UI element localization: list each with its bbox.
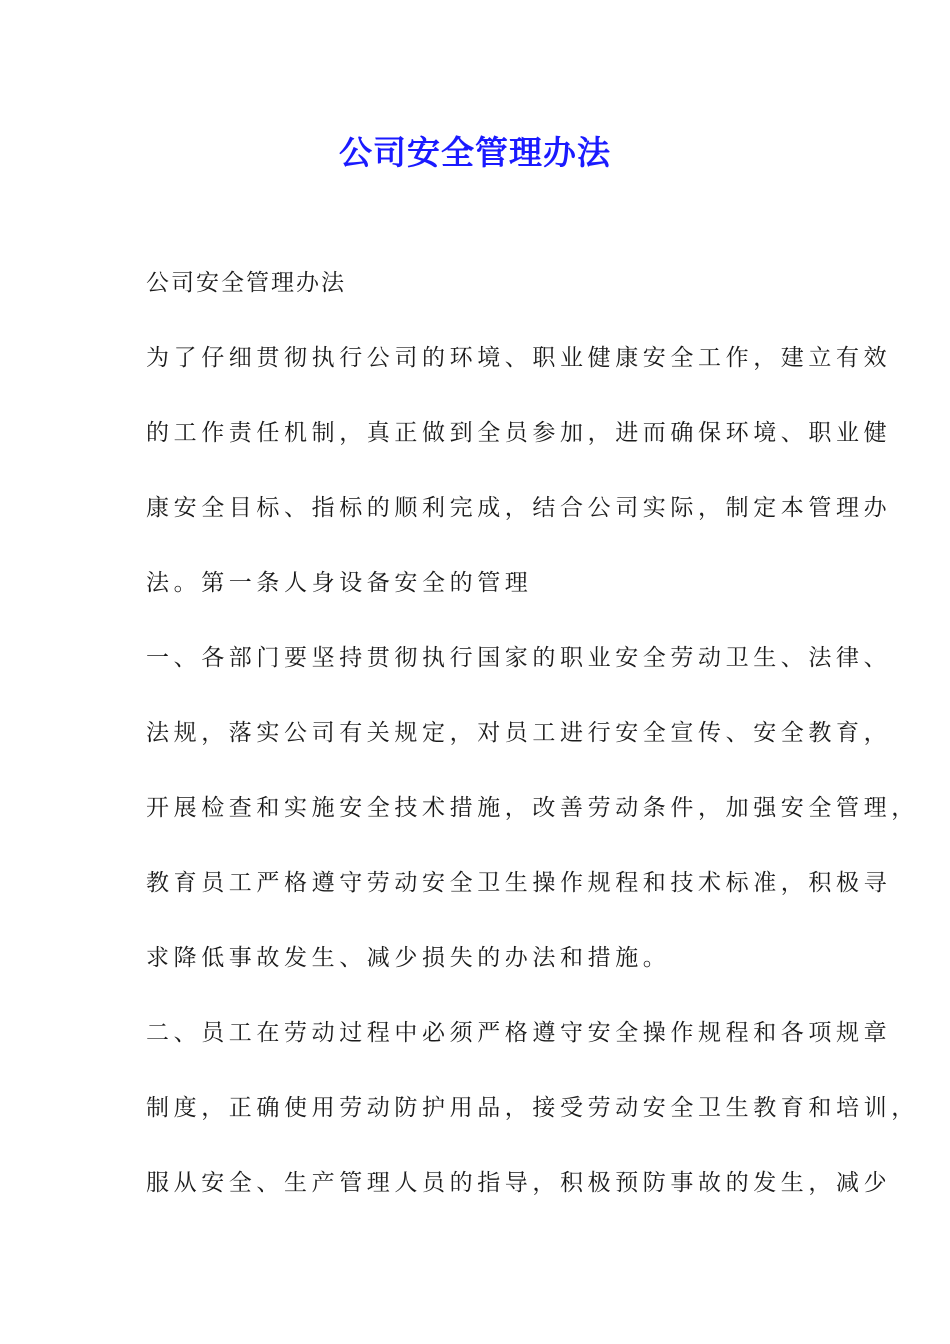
paragraph-line: 服从安全、生产管理人员的指导，积极预防事故的发生，减少 [146,1170,892,1196]
paragraph-line: 求降低事故发生、减少损失的办法和措施。 [146,945,671,971]
paragraph-line: 为了仔细贯彻执行公司的环境、职业健康安全工作，建立有效 [146,345,892,371]
paragraph-line: 二、员工在劳动过程中必须严格遵守安全操作规程和各项规章 [146,1020,892,1046]
paragraph-line: 开展检查和实施安全技术措施，改善劳动条件，加强安全管理， [146,795,919,821]
paragraph-line: 一、各部门要坚持贯彻执行国家的职业安全劳动卫生、法律、 [146,645,892,671]
paragraph-line: 康安全目标、指标的顺利完成，结合公司实际，制定本管理办 [146,495,892,521]
paragraph-line: 教育员工严格遵守劳动安全卫生操作规程和技术标准，积极寻 [146,870,892,896]
paragraph-line: 制度，正确使用劳动防护用品，接受劳动安全卫生教育和培训， [146,1095,919,1121]
paragraph-line: 法规，落实公司有关规定，对员工进行安全宣传、安全教育， [146,720,892,746]
document-subtitle: 公司安全管理办法 [146,270,346,296]
page-title: 公司安全管理办法 [339,133,611,172]
paragraph-line: 的工作责任机制，真正做到全员参加，进而确保环境、职业健 [146,420,892,446]
paragraph-line: 法。第一条人身设备安全的管理 [146,570,533,596]
